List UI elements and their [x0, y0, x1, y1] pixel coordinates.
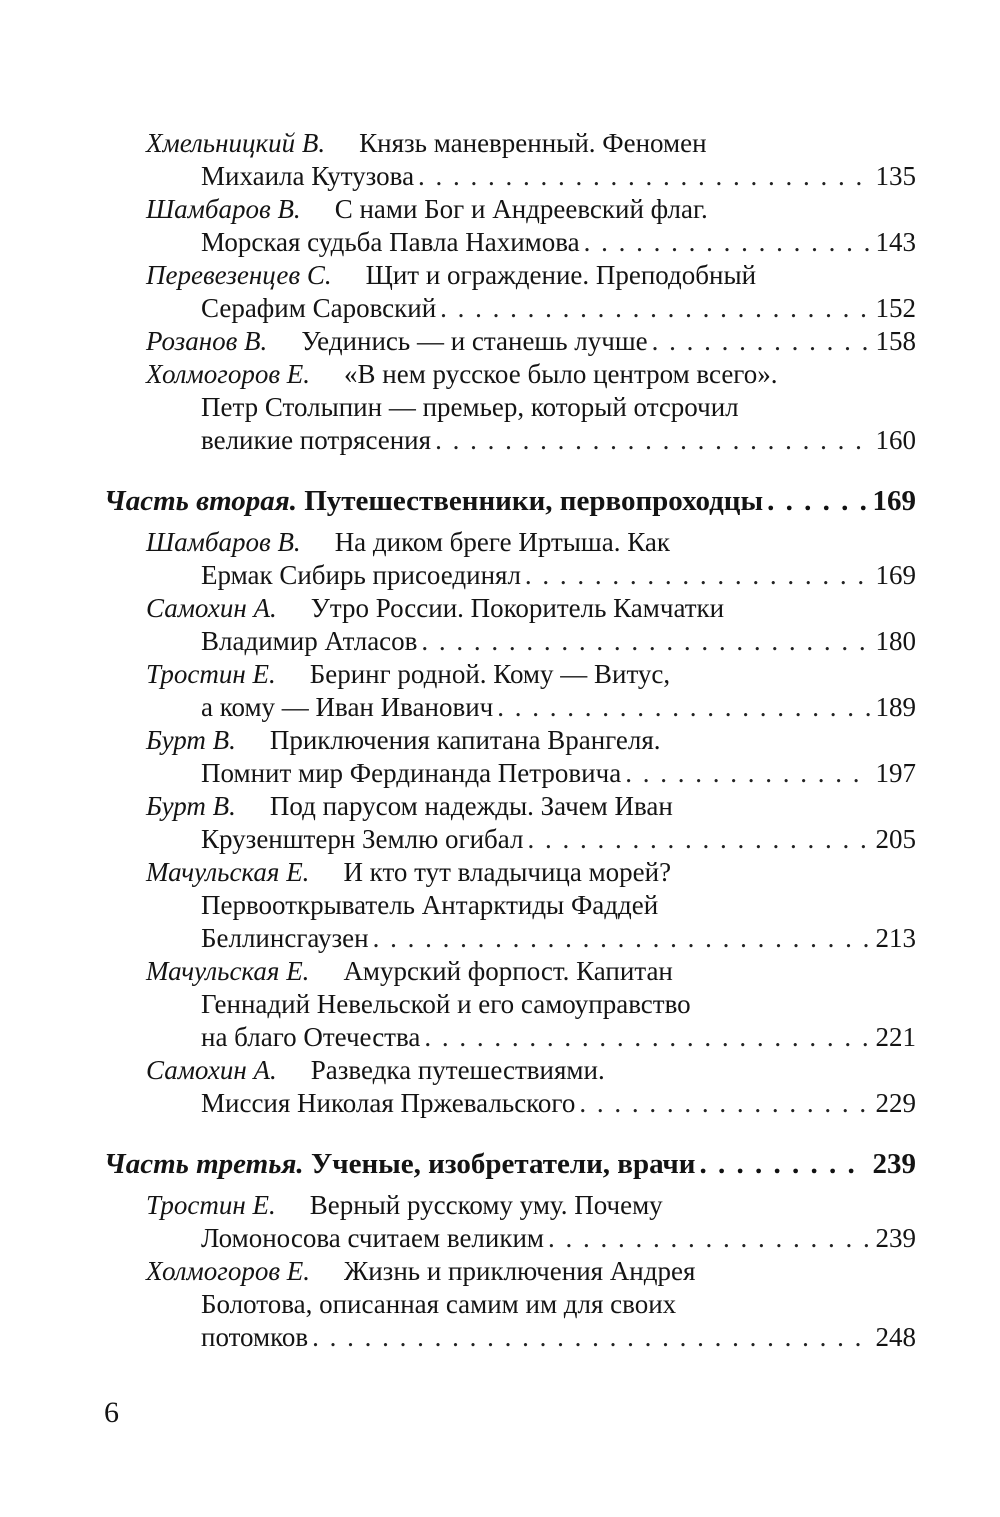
toc-entry-last-line: [201, 757, 916, 790]
entry-page: 180: [875, 626, 916, 656]
toc-entry: [146, 1054, 916, 1087]
entry-page: 229: [875, 1088, 916, 1118]
entry-author: Бурт В.: [146, 725, 236, 755]
toc-entry: [146, 526, 916, 559]
dot-leader: [424, 1021, 869, 1054]
entry-title: Миссия Николая Пржевальского: [201, 1088, 576, 1118]
entry-author: Перевезенцев С.: [146, 260, 332, 290]
dot-leader: [421, 625, 869, 658]
dot-leader: [525, 559, 870, 592]
toc-entry: [146, 193, 916, 226]
entry-title: Морская судьба Павла Нахимова: [201, 227, 580, 257]
toc-entry-last-line: [201, 160, 916, 193]
entry-author: Шамбаров В.: [146, 527, 301, 557]
entry-title: Разведка путешествиями.: [310, 1055, 605, 1085]
entry-author: Шамбаров В.: [146, 194, 301, 224]
entry-title: великие потрясения: [201, 425, 432, 455]
entry-page: 169: [875, 560, 916, 590]
entry-author: Холмогоров Е.: [146, 1256, 311, 1286]
entry-title: И кто тут владычица морей?: [343, 857, 672, 887]
dot-leader: [435, 424, 869, 457]
entry-title: Ермак Сибирь присоединял: [201, 560, 521, 590]
entry-author: Бурт В.: [146, 791, 236, 821]
entry-title: Князь маневренный. Феномен: [359, 128, 707, 158]
toc-entry-last-line: [201, 1222, 916, 1255]
toc-entry-last-line: [201, 559, 916, 592]
entry-title: Амурский форпост. Капитан: [343, 956, 673, 986]
entry-title: «В нем русское было центром всего».: [344, 359, 778, 389]
toc-entry: [146, 856, 916, 889]
entry-author: Самохин А.: [146, 1055, 277, 1085]
entry-author: Тростин Е.: [146, 1190, 276, 1220]
toc-entry: [146, 127, 916, 160]
entry-title: Под парусом надежды. Зачем Иван: [269, 791, 673, 821]
entry-page: 248: [875, 1322, 916, 1352]
dot-leader: [625, 757, 869, 790]
dot-leader: [652, 325, 870, 358]
entry-author: Розанов В.: [146, 326, 268, 356]
toc-entry: [146, 790, 916, 823]
dot-leader: [579, 1087, 869, 1120]
entry-page: 135: [875, 161, 916, 191]
entry-title: на благо Отечества: [201, 1022, 421, 1052]
entry-title: а кому — Иван Иванович: [201, 692, 494, 722]
dot-leader: [497, 691, 869, 724]
entry-title: Ломоносова считаем великим: [201, 1223, 544, 1253]
entry-title: Михаила Кутузова: [201, 161, 415, 191]
entry-author: Холмогоров Е.: [146, 359, 311, 389]
toc-entry: [146, 955, 916, 988]
entry-title: С нами Бог и Андреевский флаг.: [334, 194, 708, 224]
entry-page: 239: [875, 1223, 916, 1253]
entry-page: 197: [875, 758, 916, 788]
toc-entry-last-line: [201, 625, 916, 658]
entry-title: Беринг родной. Кому — Витус,: [309, 659, 671, 689]
entry-page: 152: [875, 293, 916, 323]
toc-entry: [146, 259, 916, 292]
page-number: 6: [104, 1396, 119, 1429]
entry-title: Помнит мир Фердинанда Петровича: [201, 758, 622, 788]
entry-page: 221: [875, 1022, 916, 1052]
entry-author: Самохин А.: [146, 593, 277, 623]
part-label: Часть вторая.: [104, 485, 297, 517]
dot-leader: [700, 1143, 867, 1185]
toc-entry-last-line: [201, 691, 916, 724]
table-of-contents: [0, 127, 1000, 1354]
part-title: Путешественники, первопроходцы: [304, 485, 764, 517]
toc-entry-last-line: [201, 922, 916, 955]
entry-title: Уединись — и станешь лучше: [301, 326, 648, 356]
part-heading: [104, 480, 916, 522]
toc-entry: [146, 1189, 916, 1222]
entry-title: Щит и ограждение. Преподобный: [365, 260, 757, 290]
entry-title: Беллинсгаузен: [201, 923, 369, 953]
entry-title: потомков: [201, 1322, 309, 1352]
entry-author: Мачульская Е.: [146, 857, 310, 887]
part-heading: [104, 1143, 916, 1185]
toc-entry-last-line: [201, 1321, 916, 1354]
toc-entry-line: [201, 988, 916, 1021]
entry-title: Владимир Атласов: [201, 626, 418, 656]
dot-leader: [548, 1222, 870, 1255]
entry-author: Хмельницкий В.: [146, 128, 326, 158]
entry-title: Первооткрыватель Антарктиды Фаддей: [201, 890, 659, 920]
entry-page: 158: [875, 326, 916, 356]
toc-entry-last-line: [201, 292, 916, 325]
entry-title: Болотова, описанная самим им для своих: [201, 1289, 677, 1319]
entry-title: Верный русскому уму. Почему: [309, 1190, 663, 1220]
dot-leader: [584, 226, 870, 259]
part-page: 239: [872, 1148, 916, 1180]
entry-author: Тростин Е.: [146, 659, 276, 689]
entry-title: Крузенштерн Землю огибал: [201, 824, 524, 854]
toc-entry: [146, 724, 916, 757]
dot-leader: [527, 823, 869, 856]
toc-entry-line: [201, 1288, 916, 1321]
toc-entry: [146, 592, 916, 625]
entry-page: 189: [875, 692, 916, 722]
dot-leader: [440, 292, 869, 325]
toc-entry: [146, 1255, 916, 1288]
part-label: Часть третья.: [104, 1148, 304, 1180]
entry-page: 143: [875, 227, 916, 257]
entry-title: Утро России. Покоритель Камчатки: [310, 593, 725, 623]
toc-entry-last-line: [201, 823, 916, 856]
toc-entry: [146, 358, 916, 391]
toc-entry-line: [201, 391, 916, 424]
toc-entry-last-line: [201, 424, 916, 457]
dot-leader: [312, 1321, 869, 1354]
entry-page: 205: [875, 824, 916, 854]
dot-leader: [373, 922, 870, 955]
part-title: Ученые, изобретатели, врачи: [310, 1148, 696, 1180]
toc-entry-line: [201, 889, 916, 922]
part-page: 169: [872, 485, 916, 517]
dot-leader: [767, 480, 866, 522]
entry-title: Петр Столыпин — премьер, который отсрочил: [201, 392, 739, 422]
entry-title: Приключения капитана Врангеля.: [269, 725, 661, 755]
entry-page: 160: [875, 425, 916, 455]
toc-entry-last-line: [201, 1021, 916, 1054]
toc-entry: [146, 658, 916, 691]
dot-leader: [418, 160, 869, 193]
entry-title: Жизнь и приключения Андрея: [344, 1256, 696, 1286]
entry-page: 213: [875, 923, 916, 953]
toc-entry-last-line: [201, 226, 916, 259]
entry-title: На диком бреге Иртыша. Как: [334, 527, 670, 557]
entry-author: Мачульская Е.: [146, 956, 310, 986]
entry-title: Серафим Саровский: [201, 293, 437, 323]
toc-entry-last-line: [201, 1087, 916, 1120]
entry-title: Геннадий Невельской и его самоуправство: [201, 989, 691, 1019]
toc-entry: [146, 325, 916, 358]
